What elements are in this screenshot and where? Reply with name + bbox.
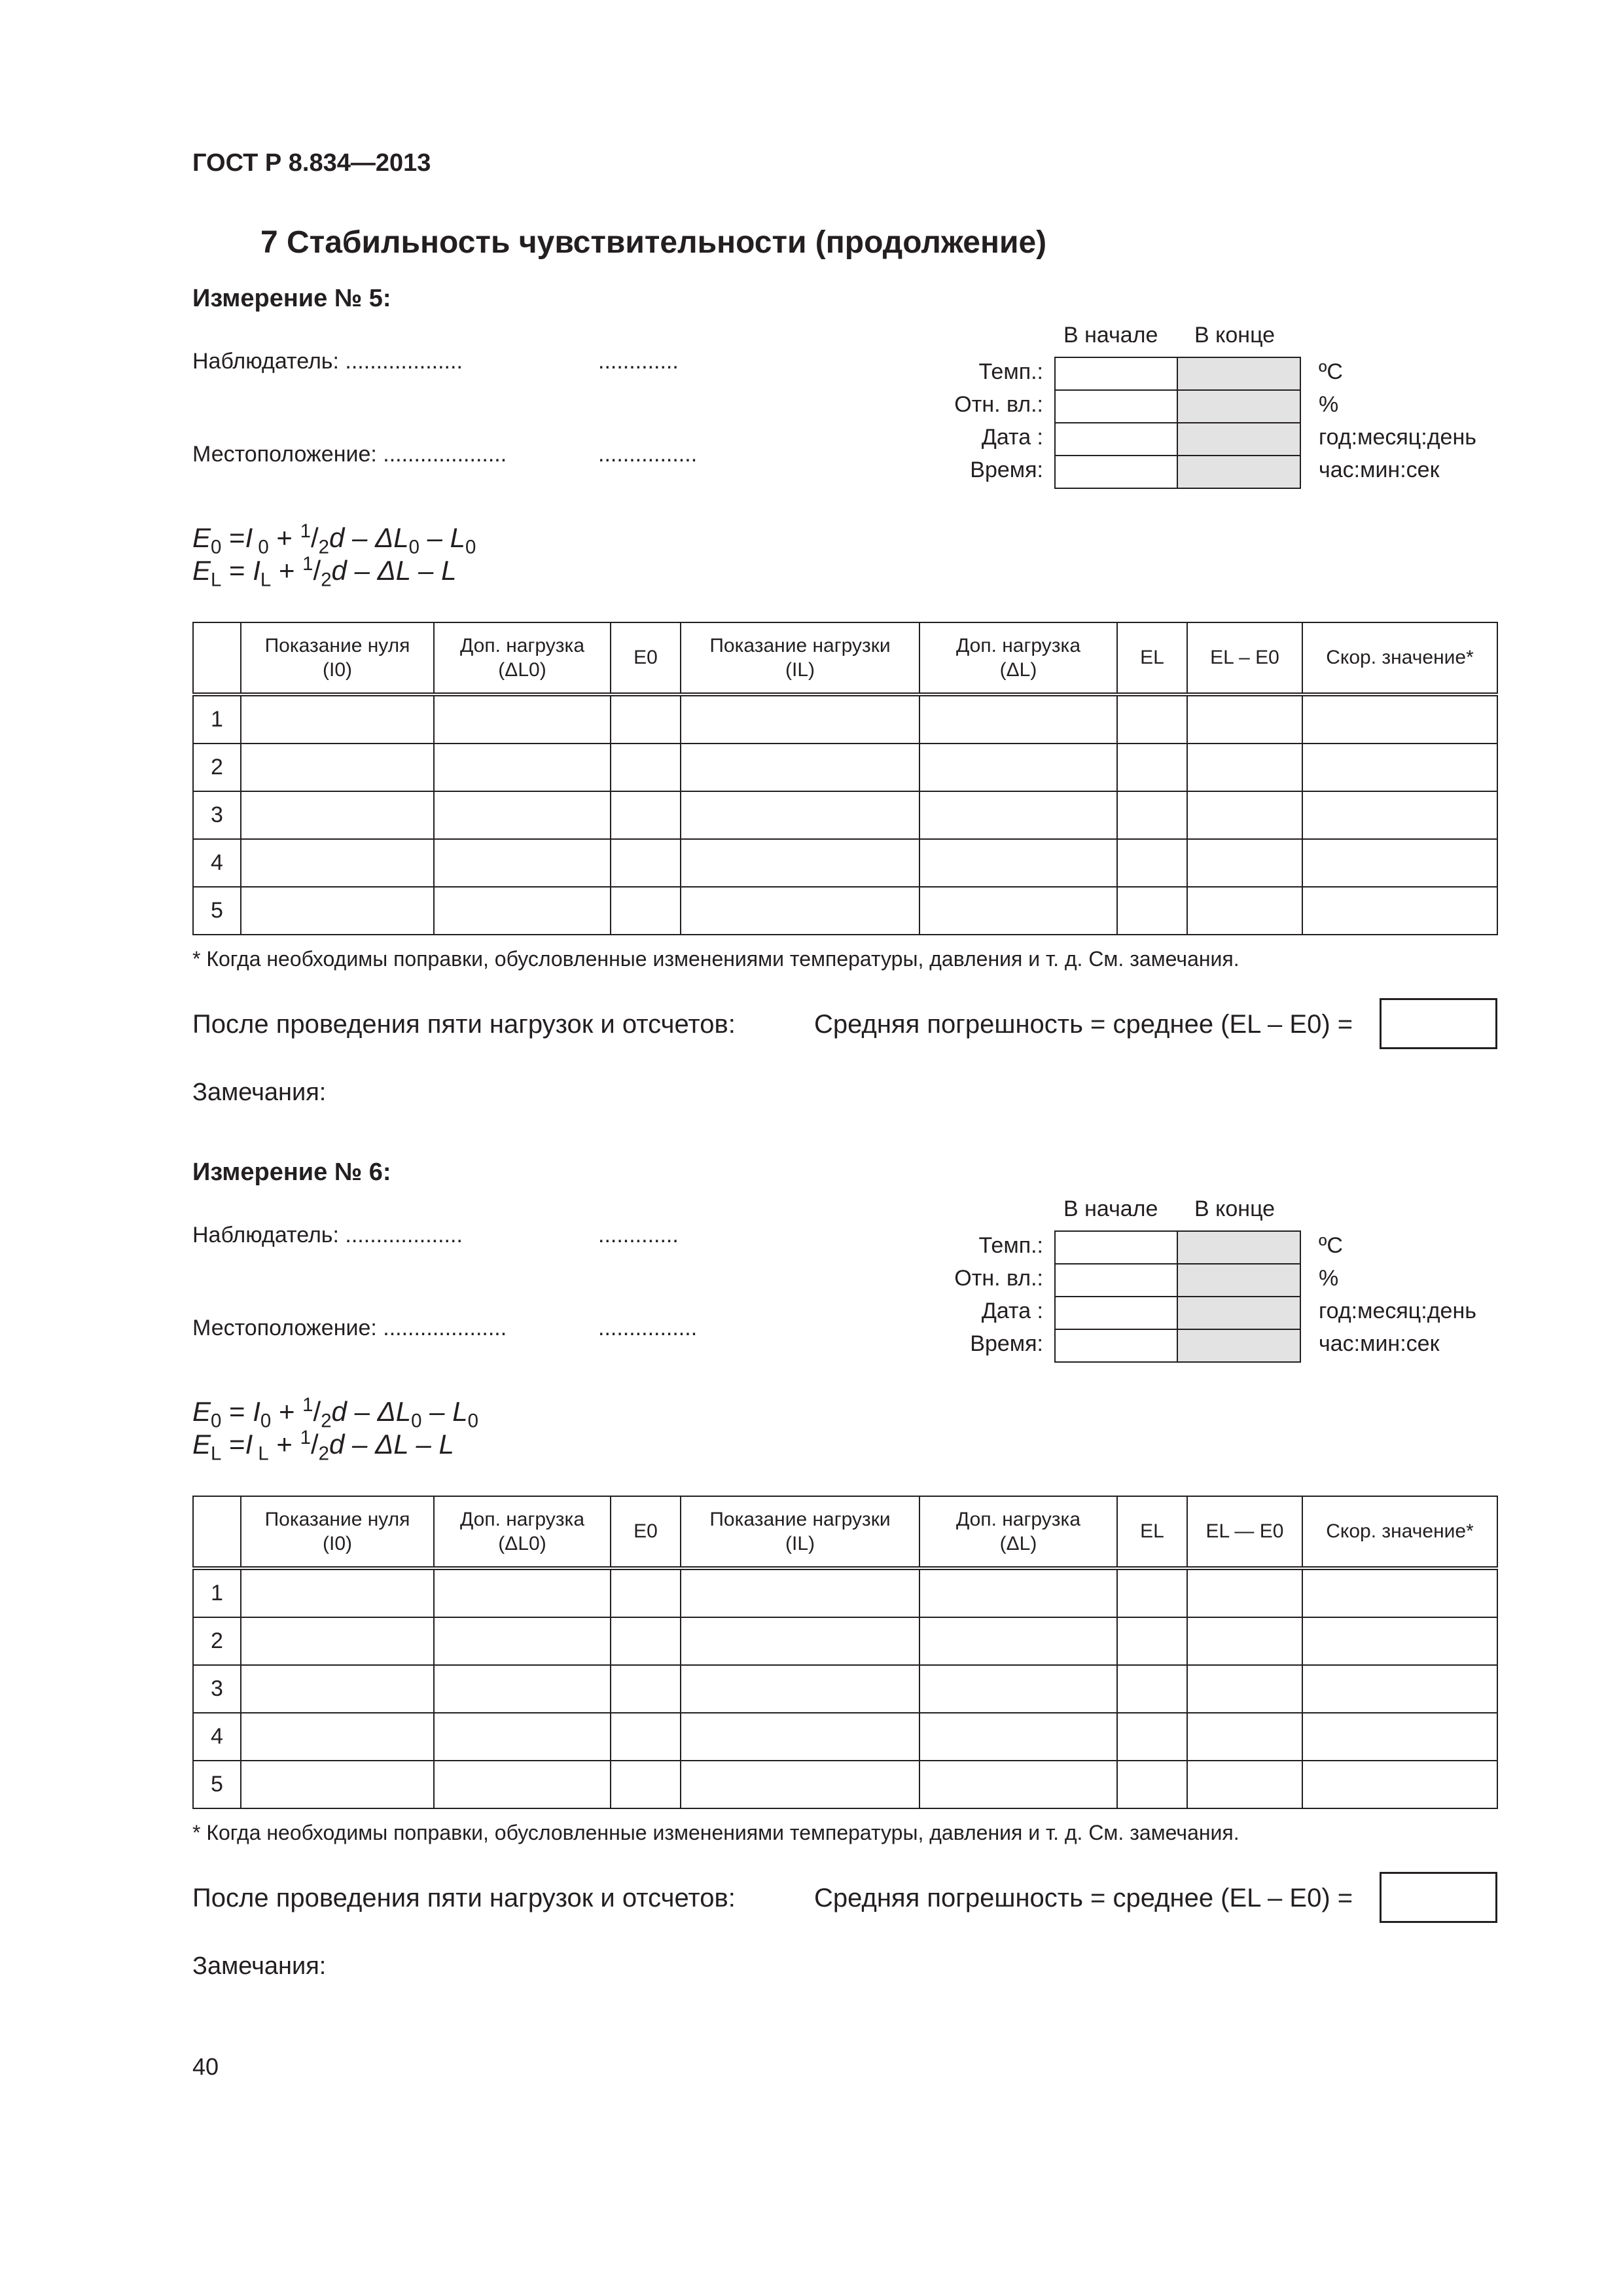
formula-part: + — [271, 1396, 303, 1427]
data-cell[interactable] — [1187, 694, 1302, 744]
condition-unit: ºC — [1319, 359, 1343, 384]
table-row — [193, 887, 1497, 935]
formula-part: L — [260, 569, 272, 591]
column-header-title: Показание нагрузки — [709, 634, 891, 656]
formula-part: 2 — [318, 1443, 330, 1465]
conditions-end-header: В конце — [1194, 323, 1275, 348]
data-cell[interactable] — [681, 1617, 919, 1665]
condition-label: Темп.: — [978, 359, 1043, 384]
column-header-title: E0 — [633, 1520, 658, 1543]
row-number: 3 — [193, 1665, 241, 1713]
column-header — [681, 622, 919, 694]
column-header-symbol: (ΔL) — [999, 1533, 1037, 1554]
data-cell[interactable] — [241, 744, 434, 791]
condition-start-input[interactable] — [1054, 389, 1179, 423]
data-cell[interactable] — [1302, 694, 1497, 744]
data-cell[interactable] — [681, 887, 919, 935]
formula-part: = — [221, 1429, 245, 1460]
data-cell[interactable] — [434, 1617, 611, 1665]
data-cell[interactable] — [1187, 887, 1302, 935]
formula-part: 0 — [253, 536, 269, 558]
data-cell[interactable] — [1187, 1665, 1302, 1713]
data-cell[interactable] — [434, 791, 611, 839]
row-number: 1 — [193, 694, 241, 744]
table-row — [193, 1665, 1497, 1713]
data-cell[interactable] — [241, 791, 434, 839]
column-header — [193, 1496, 241, 1568]
data-cell[interactable] — [241, 1761, 434, 1808]
section-title: 7 Стабильность чувствительности (продолжение) — [260, 225, 1047, 260]
measurement-block — [192, 285, 1501, 1162]
row-number: 2 — [193, 744, 241, 791]
formula-part: = — [221, 522, 245, 553]
formula-part: L — [211, 1443, 222, 1465]
formula-part: 0 — [211, 1410, 222, 1432]
data-cell[interactable] — [434, 839, 611, 887]
data-cell[interactable] — [1117, 887, 1187, 935]
data-cell[interactable] — [1187, 744, 1302, 791]
formula-part: / — [311, 1429, 319, 1460]
condition-end-input[interactable] — [1177, 455, 1301, 489]
standard-designation: ГОСТ Р 8.834—2013 — [192, 149, 431, 177]
formula-part: – L — [419, 522, 466, 553]
table-row — [193, 744, 1497, 791]
measurement-table — [192, 622, 1498, 935]
conditions-end-header: В конце — [1194, 1196, 1275, 1221]
condition-start-input[interactable] — [1054, 1329, 1179, 1363]
column-header — [1187, 1496, 1302, 1568]
data-cell[interactable] — [1187, 791, 1302, 839]
column-header — [1117, 1496, 1187, 1568]
data-cell[interactable] — [241, 1568, 434, 1617]
formula-part: 0 — [211, 536, 222, 558]
row-number: 3 — [193, 791, 241, 839]
data-cell[interactable] — [919, 1761, 1117, 1808]
data-cell[interactable] — [1187, 839, 1302, 887]
data-cell[interactable] — [1117, 791, 1187, 839]
formula-part: I — [253, 555, 260, 586]
location-field[interactable]: Местоположение: .................... — [192, 1316, 507, 1340]
data-cell[interactable] — [1187, 1761, 1302, 1808]
data-cell[interactable] — [1187, 1713, 1302, 1761]
remarks-label: Замечания: — [192, 1079, 327, 1106]
location-field[interactable]: Местоположение: .................... — [192, 442, 507, 467]
condition-unit: % — [1319, 1266, 1339, 1291]
data-cell[interactable] — [1117, 1568, 1187, 1617]
conditions-start-header: В начале — [1063, 323, 1158, 348]
condition-start-input[interactable] — [1054, 1230, 1179, 1265]
column-header — [193, 622, 241, 694]
data-cell[interactable] — [611, 887, 681, 935]
observer-field[interactable]: Наблюдатель: ................... — [192, 1223, 463, 1247]
data-cell[interactable] — [681, 694, 919, 744]
data-cell[interactable] — [611, 839, 681, 887]
table-row — [193, 1568, 1497, 1617]
formula-part: + — [271, 555, 303, 586]
column-header-title: EL — [1140, 1520, 1164, 1543]
mean-error-label: Средняя погрешность = среднее (EL – E0) = — [814, 1884, 1353, 1912]
formula-el — [192, 553, 456, 591]
data-cell[interactable] — [1117, 839, 1187, 887]
data-cell[interactable] — [919, 1568, 1117, 1617]
summary-label: После проведения пяти нагрузок и отсчетов: — [192, 1884, 736, 1912]
condition-label: Дата : — [981, 425, 1043, 450]
data-cell[interactable] — [1117, 1617, 1187, 1665]
column-header — [611, 622, 681, 694]
column-header — [1302, 1496, 1497, 1568]
measurement-title: Измерение № 6: — [192, 1158, 391, 1186]
data-cell[interactable] — [681, 1568, 919, 1617]
summary-label: После проведения пяти нагрузок и отсчетов: — [192, 1010, 736, 1039]
column-header-symbol: (ΔL0) — [498, 659, 546, 681]
data-cell[interactable] — [611, 1665, 681, 1713]
column-header — [919, 1496, 1117, 1568]
formula-part: 1 — [302, 553, 313, 575]
formula-part: E — [192, 522, 211, 553]
condition-unit: год:месяц:день — [1319, 1299, 1476, 1323]
measurement-table — [192, 1496, 1498, 1809]
remarks-label: Замечания: — [192, 1952, 327, 1980]
formula-part: + — [268, 522, 300, 553]
location-extra-field[interactable]: ................ — [598, 442, 698, 467]
data-cell[interactable] — [1302, 1713, 1497, 1761]
formula-part: E — [192, 1429, 211, 1460]
data-cell[interactable] — [681, 1761, 919, 1808]
formula-part: d – ΔL – L — [329, 1429, 454, 1460]
data-cell[interactable] — [1117, 744, 1187, 791]
data-cell[interactable] — [681, 1713, 919, 1761]
data-cell[interactable] — [434, 1761, 611, 1808]
formula-part: I — [245, 522, 253, 553]
row-number: 2 — [193, 1617, 241, 1665]
column-header-symbol: (IL) — [785, 659, 815, 681]
data-cell[interactable] — [241, 694, 434, 744]
data-cell[interactable] — [611, 694, 681, 744]
data-cell[interactable] — [1117, 1761, 1187, 1808]
condition-unit: час:мин:сек — [1319, 1331, 1440, 1356]
data-cell[interactable] — [434, 694, 611, 744]
column-header-symbol: (ΔL) — [999, 659, 1037, 681]
condition-end-input[interactable] — [1177, 357, 1301, 391]
formula-part: – L — [421, 1396, 468, 1427]
data-cell[interactable] — [1302, 1617, 1497, 1665]
row-number: 5 — [193, 887, 241, 935]
data-cell[interactable] — [241, 887, 434, 935]
condition-end-input[interactable] — [1177, 1296, 1301, 1330]
data-cell[interactable] — [681, 791, 919, 839]
footnote: * Когда необходимы поправки, обусловленные изменениями температуры, давления и т. д. См. замечания. — [192, 1821, 1240, 1844]
column-header — [1117, 622, 1187, 694]
data-cell[interactable] — [1302, 1568, 1497, 1617]
data-cell[interactable] — [1117, 694, 1187, 744]
table-row — [193, 1761, 1497, 1808]
formula-part: 1 — [300, 1427, 311, 1448]
page-number: 40 — [192, 2053, 219, 2080]
condition-start-input[interactable] — [1054, 357, 1179, 391]
data-cell[interactable] — [611, 1617, 681, 1665]
column-header-title: EL – E0 — [1210, 647, 1279, 669]
column-header-title: Скор. значение* — [1326, 647, 1474, 669]
mean-error-label: Средняя погрешность = среднее (EL – E0) = — [814, 1010, 1353, 1039]
data-cell[interactable] — [919, 1713, 1117, 1761]
formula-part: 2 — [321, 1410, 332, 1432]
column-header-symbol: (IL) — [785, 1533, 815, 1554]
table-row — [193, 1713, 1497, 1761]
condition-label: Отн. вл.: — [954, 392, 1043, 417]
data-cell[interactable] — [241, 1665, 434, 1713]
formula-part: 0 — [408, 536, 419, 558]
column-header-title: Показание нагрузки — [709, 1508, 891, 1530]
column-header — [1302, 622, 1497, 694]
column-header — [241, 1496, 434, 1568]
data-cell[interactable] — [919, 744, 1117, 791]
formula-part: I — [253, 1396, 260, 1427]
data-cell[interactable] — [919, 1617, 1117, 1665]
row-number: 4 — [193, 1713, 241, 1761]
formula-part: d – ΔL — [331, 1396, 412, 1427]
data-cell[interactable] — [241, 1617, 434, 1665]
data-cell[interactable] — [1117, 1713, 1187, 1761]
column-header-title: Доп. нагрузка — [459, 1508, 585, 1530]
data-cell[interactable] — [1187, 1617, 1302, 1665]
condition-end-input[interactable] — [1177, 1263, 1301, 1297]
measurement-block — [192, 1158, 1501, 2036]
condition-label: Темп.: — [978, 1233, 1043, 1258]
data-cell[interactable] — [1117, 1665, 1187, 1713]
column-header-title: EL — [1140, 647, 1164, 669]
data-cell[interactable] — [611, 744, 681, 791]
conditions-start-header: В начале — [1063, 1196, 1158, 1221]
column-header-title: Доп. нагрузка — [955, 634, 1081, 656]
condition-start-input[interactable] — [1054, 1263, 1179, 1297]
condition-unit: % — [1319, 392, 1339, 417]
formula-part: / — [311, 522, 319, 553]
formula-part: 2 — [318, 536, 330, 558]
formula-el — [192, 1427, 454, 1465]
column-header — [681, 1496, 919, 1568]
condition-unit: ºC — [1319, 1233, 1343, 1258]
mean-error-input[interactable] — [1380, 1872, 1497, 1923]
formula-part: = — [221, 1396, 253, 1427]
data-cell[interactable] — [611, 1713, 681, 1761]
column-header-symbol: (I0) — [323, 659, 352, 681]
observer-field[interactable]: Наблюдатель: ................... — [192, 349, 463, 374]
data-cell[interactable] — [1302, 744, 1497, 791]
column-header — [919, 622, 1117, 694]
condition-end-input[interactable] — [1177, 1230, 1301, 1265]
formula-part: 1 — [300, 520, 311, 542]
column-header-symbol: (ΔL0) — [498, 1533, 546, 1554]
data-cell[interactable] — [611, 1761, 681, 1808]
data-cell[interactable] — [1302, 1761, 1497, 1808]
column-header-symbol: (I0) — [323, 1533, 352, 1554]
row-number: 4 — [193, 839, 241, 887]
formula-part: L — [253, 1443, 269, 1465]
formula-part: d – ΔL — [329, 522, 409, 553]
data-cell[interactable] — [681, 1665, 919, 1713]
mean-error-input[interactable] — [1380, 998, 1497, 1049]
formula-part: E — [192, 1396, 211, 1427]
condition-label: Время: — [970, 457, 1043, 482]
condition-end-input[interactable] — [1177, 422, 1301, 456]
column-header — [434, 622, 611, 694]
formula-part: 0 — [465, 536, 476, 558]
formula-part: 0 — [467, 1410, 478, 1432]
condition-unit: год:месяц:день — [1319, 425, 1476, 450]
data-cell[interactable] — [434, 887, 611, 935]
formula-part: 0 — [260, 1410, 272, 1432]
data-cell[interactable] — [919, 887, 1117, 935]
column-header-title: Доп. нагрузка — [955, 1508, 1081, 1530]
column-header — [1187, 622, 1302, 694]
table-row — [193, 694, 1497, 744]
formula-part: L — [211, 569, 222, 591]
condition-label: Дата : — [981, 1299, 1043, 1323]
formula-part: / — [313, 555, 321, 586]
column-header — [434, 1496, 611, 1568]
column-header-title: Показание нуля — [264, 1508, 410, 1530]
condition-label: Время: — [970, 1331, 1043, 1356]
formula-part: / — [313, 1396, 321, 1427]
data-cell[interactable] — [434, 1568, 611, 1617]
formula-part: I — [245, 1429, 253, 1460]
table-row — [193, 791, 1497, 839]
observer-extra-field[interactable]: ............. — [598, 1223, 679, 1247]
column-header-title: EL — E0 — [1205, 1520, 1284, 1543]
formula-part: = — [221, 555, 253, 586]
data-cell[interactable] — [1302, 1665, 1497, 1713]
column-header-title: Скор. значение* — [1326, 1520, 1474, 1543]
condition-start-input[interactable] — [1054, 1296, 1179, 1330]
data-cell[interactable] — [434, 1665, 611, 1713]
data-cell[interactable] — [919, 791, 1117, 839]
data-cell[interactable] — [434, 1713, 611, 1761]
location-extra-field[interactable]: ................ — [598, 1316, 698, 1340]
data-cell[interactable] — [919, 1665, 1117, 1713]
data-cell[interactable] — [241, 839, 434, 887]
column-header-title: Показание нуля — [264, 634, 410, 656]
data-cell[interactable] — [681, 839, 919, 887]
condition-end-input[interactable] — [1177, 389, 1301, 423]
column-header — [241, 622, 434, 694]
data-cell[interactable] — [611, 1568, 681, 1617]
table-row — [193, 839, 1497, 887]
condition-label: Отн. вл.: — [954, 1266, 1043, 1291]
data-cell[interactable] — [1302, 839, 1497, 887]
data-cell[interactable] — [434, 744, 611, 791]
data-cell[interactable] — [241, 1713, 434, 1761]
measurement-title: Измерение № 5: — [192, 285, 391, 312]
formula-part: 1 — [302, 1394, 313, 1416]
data-cell[interactable] — [681, 744, 919, 791]
formula-part: 2 — [321, 569, 332, 591]
footnote: * Когда необходимы поправки, обусловленные изменениями температуры, давления и т. д. См. замечания. — [192, 947, 1240, 971]
condition-start-input[interactable] — [1054, 422, 1179, 456]
formula-part: 0 — [411, 1410, 422, 1432]
data-cell[interactable] — [1302, 887, 1497, 935]
column-header-title: E0 — [633, 647, 658, 669]
column-header — [611, 1496, 681, 1568]
data-cell[interactable] — [919, 839, 1117, 887]
formula-part: d – ΔL – L — [331, 555, 457, 586]
condition-start-input[interactable] — [1054, 455, 1179, 489]
data-cell[interactable] — [1302, 791, 1497, 839]
table-row — [193, 1617, 1497, 1665]
observer-extra-field[interactable]: ............. — [598, 349, 679, 374]
row-number: 1 — [193, 1568, 241, 1617]
formula-part: + — [268, 1429, 300, 1460]
data-cell[interactable] — [919, 694, 1117, 744]
row-number: 5 — [193, 1761, 241, 1808]
condition-unit: час:мин:сек — [1319, 457, 1440, 482]
condition-end-input[interactable] — [1177, 1329, 1301, 1363]
data-cell[interactable] — [611, 791, 681, 839]
column-header-title: Доп. нагрузка — [459, 634, 585, 656]
data-cell[interactable] — [1187, 1568, 1302, 1617]
formula-part: E — [192, 555, 211, 586]
